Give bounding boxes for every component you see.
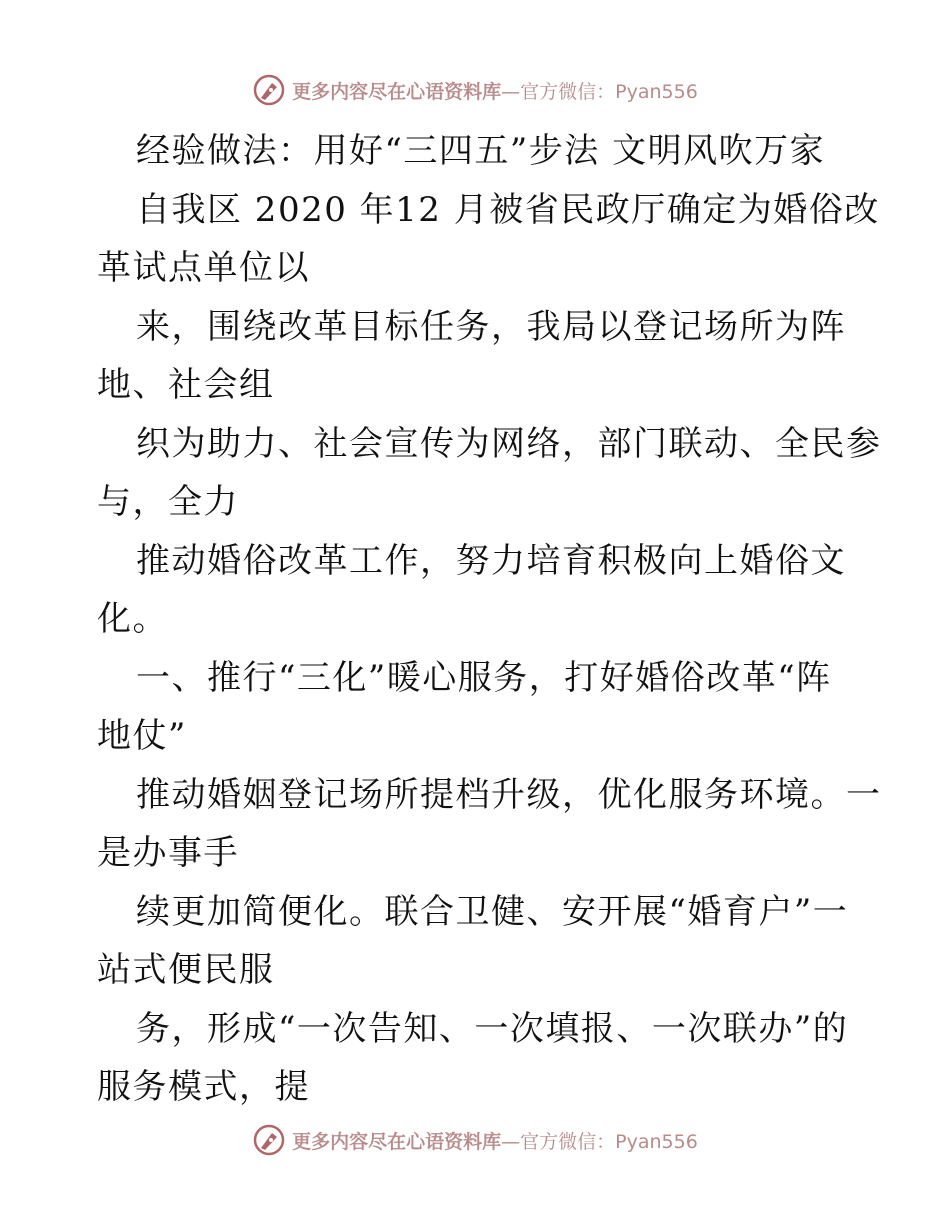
text-line: 地仗” xyxy=(97,716,187,756)
text-line: 推动婚姻登记场所提档升级，优化服务环境。一 xyxy=(136,774,882,815)
text-line: 服务模式，提 xyxy=(97,1067,310,1107)
footer-watermark xyxy=(0,1120,950,1160)
text-line: 地、社会组 xyxy=(97,365,275,405)
text-line: 是办事手 xyxy=(97,833,239,873)
watermark-text: 更多内容尽在心语资料库—官方微信：Pyan556 xyxy=(292,80,698,103)
text-line: 织为助力、社会宣传为网络，部门联动、全民参 xyxy=(136,423,882,464)
text-line: 经验做法：用好“三四五”步法 文明风吹万家 xyxy=(136,131,826,171)
text-line: 来，围绕改革目标任务，我局以登记场所为阵 xyxy=(136,306,846,347)
text-line: 站式便民服 xyxy=(97,950,275,990)
pen-nib-seal-icon xyxy=(252,1123,286,1157)
document-body xyxy=(97,122,882,1117)
header-watermark xyxy=(0,70,950,110)
text-line: 推动婚俗改革工作，努力培育积极向上婚俗文 xyxy=(136,540,846,581)
text-line: 自我区 2020 年12 月被省民政厅确定为婚俗改 xyxy=(136,189,880,230)
text-line: 革试点单位以 xyxy=(97,248,310,288)
watermark-text: 更多内容尽在心语资料库—官方微信：Pyan556 xyxy=(292,1130,698,1153)
text-line: 一、推行“三化”暖心服务，打好婚俗改革“阵 xyxy=(136,657,832,698)
text-line: 与，全力 xyxy=(97,482,239,522)
text-line: 务，形成“一次告知、一次填报、一次联办”的 xyxy=(136,1008,849,1049)
text-line: 化。 xyxy=(97,599,168,639)
pen-nib-seal-icon xyxy=(252,73,286,107)
text-line: 续更加简便化。联合卫健、安开展“婚育户”一 xyxy=(136,891,849,932)
